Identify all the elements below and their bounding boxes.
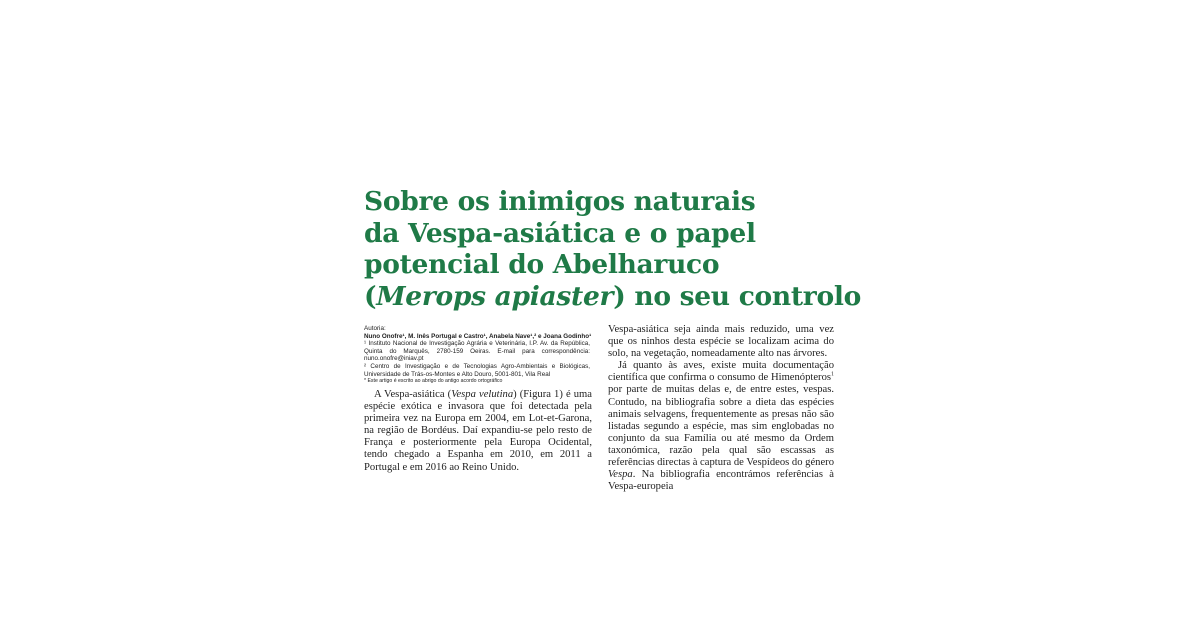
footnote-ref: 1 bbox=[831, 371, 834, 378]
genus-name: Vespa bbox=[608, 469, 633, 481]
paragraph: Vespa-asiática seja ainda mais reduzido, uma vez que os ninhos desta espécie se localizam acima do solo, na vegetação, nomeadamente alto nas árvores. bbox=[608, 324, 834, 360]
affiliation-2: ² Centro de Investigação e de Tecnologias Agro-Ambientais e Biológicas, Universidade de Trás-os-Montes e Alto Douro, 5001-801, Vila Real bbox=[364, 362, 590, 378]
title-species-name: Merops apiaster bbox=[376, 280, 614, 312]
authorship-label: Autoria: bbox=[364, 325, 386, 332]
text-run: ) (Figura 1) é uma espécie exótica e invasora que foi detectada pela primeira vez na Europa em 2004, em Lot-et-Garona, na região de Bordéus. Daí expandiu-se pelo resto de França e posteriormente pela Europa Ocidental, tendo chegado a Espanha em 2010, em 2011 a Portugal e em 2016 ao Reino Unido. bbox=[364, 389, 592, 473]
text-run: Já quanto às aves, existe muita documentação científica que confirma o consumo de Himenópteros bbox=[608, 360, 834, 384]
text-run: . Na bibliografia encontrámos referências à Vespa-europeia bbox=[608, 469, 834, 493]
orthography-note: * Este artigo é escrito ao abrigo do antigo acordo ortográfico bbox=[364, 378, 503, 385]
species-name: Vespa velutina bbox=[451, 389, 514, 400]
paragraph bbox=[364, 389, 592, 474]
title-paren-open: ( bbox=[364, 280, 377, 312]
text-run: A Vespa-asiática ( bbox=[374, 389, 452, 400]
right-column bbox=[608, 324, 834, 493]
title-line bbox=[364, 281, 884, 313]
title-line: Sobre os inimigos naturais bbox=[364, 186, 756, 217]
article-title bbox=[364, 186, 884, 312]
title-line: potencial do Abelharuco bbox=[364, 249, 720, 280]
affiliation-1: ¹ Instituto Nacional de Investigação Agrária e Veterinária, I.P. Av. da República, Quinta do Marquês, 2780-159 Oeiras. E-mail para correspondência: nuno.onofre@iniav.pt bbox=[364, 340, 590, 363]
authorship-block bbox=[364, 325, 590, 385]
title-line-end: ) no seu controlo bbox=[613, 280, 861, 312]
paragraph bbox=[608, 360, 834, 493]
text-run: por parte de muitas delas e, de entre estes, vespas. Contudo, na bibliografia sobre a dieta das espécies animais selvagens, frequentemente as presas não são listadas segundo a espécie, mas sim englobadas no conjunto da sua Família ou até mesmo da Ordem taxonómica, razão pela qual são escassas as referências directas à captura de Vespídeos do género bbox=[608, 384, 834, 469]
author-names: Nuno Onofre¹, M. Inês Portugal e Castro¹, Anabela Nave¹,² e Joana Godinho¹ bbox=[364, 332, 592, 340]
left-column bbox=[364, 389, 592, 474]
title-line: da Vespa-asiática e o papel bbox=[364, 217, 756, 249]
